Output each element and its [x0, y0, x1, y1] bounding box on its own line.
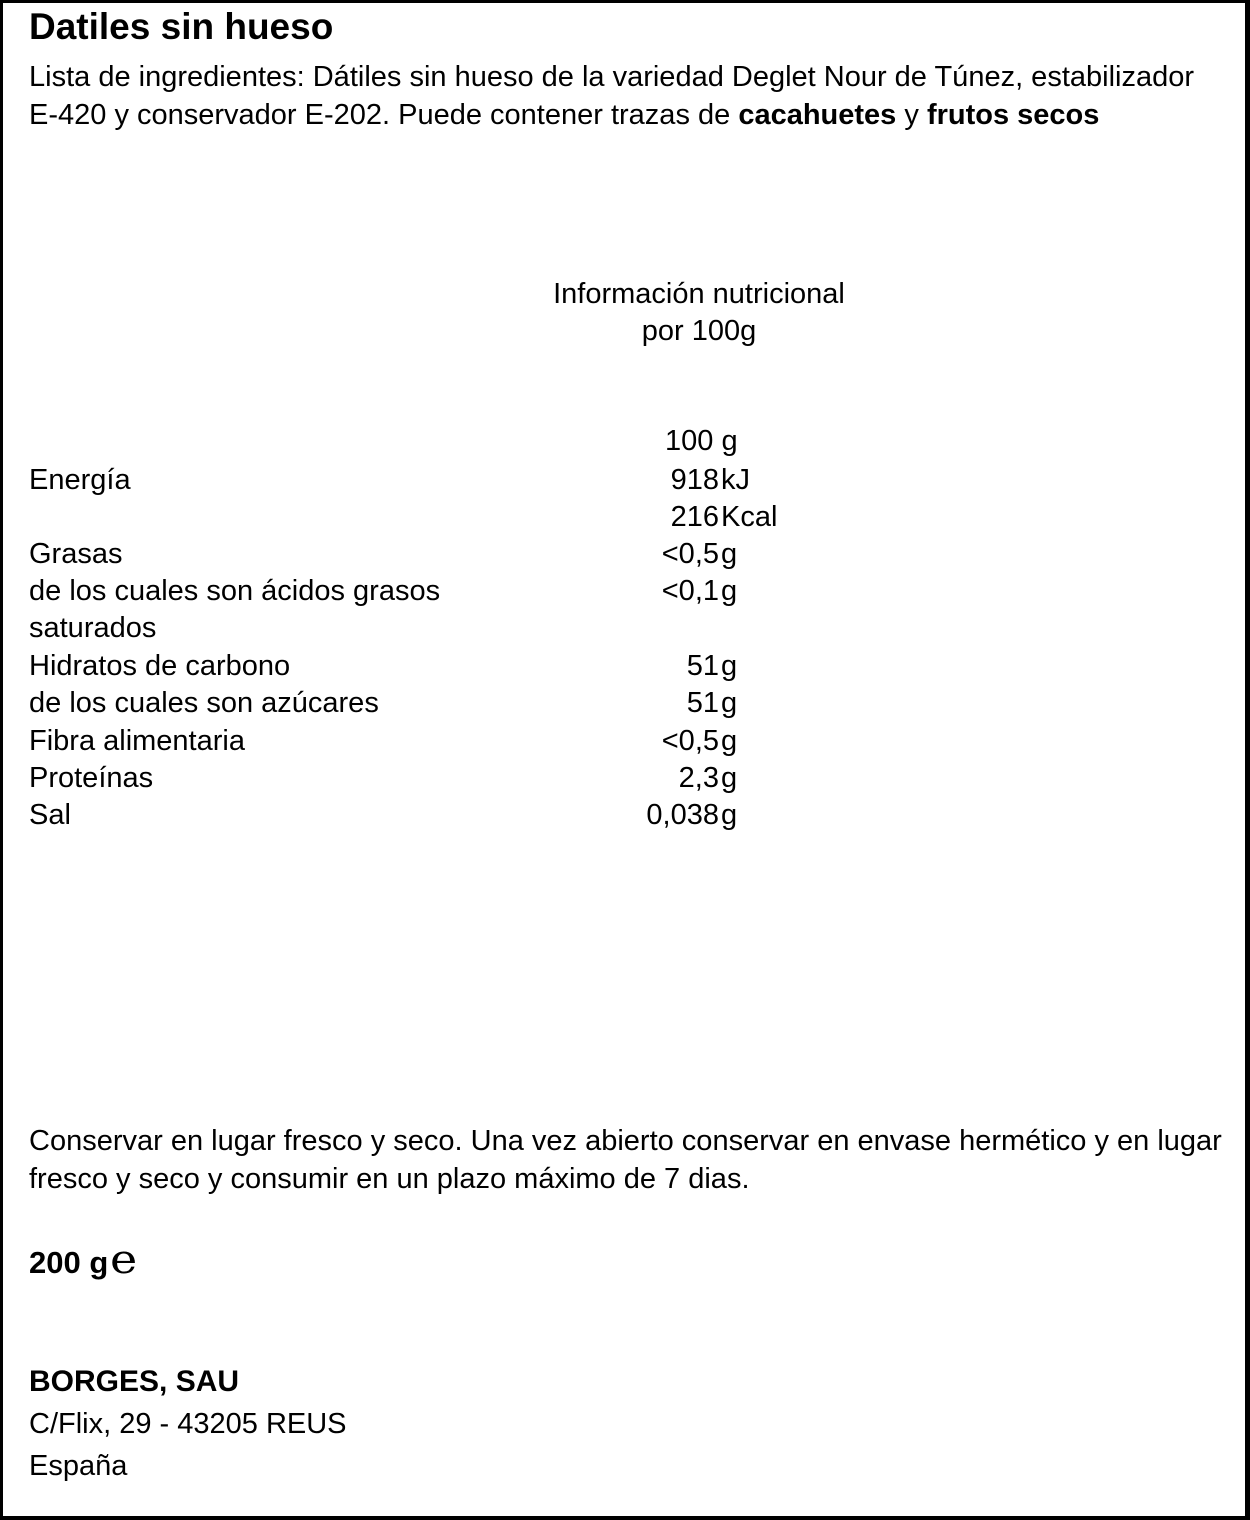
product-title: Datiles sin hueso — [29, 6, 334, 47]
nutrition-row-label: Hidratos de carbono — [29, 650, 291, 682]
nutrition-row-unit: g — [721, 575, 738, 607]
nutrition-row-value: 51 — [686, 650, 719, 682]
nutrition-row-value: 2,3 — [678, 762, 719, 794]
nutrition-row-value: 0,038 — [646, 799, 719, 831]
net-weight — [29, 1237, 138, 1283]
storage-instructions: Conservar en lugar fresco y seco. Una vez abierto conservar en envase hermético y en lugar fresco y seco y consumir en un plazo máximo de 7 dias. — [29, 1125, 1222, 1195]
allergen-nuts: frutos secos — [926, 99, 1100, 131]
nutrition-row-label: Proteínas — [29, 762, 154, 794]
nutrition-row-value: <0,5 — [661, 538, 719, 570]
nutrition-row-value: 918 — [670, 464, 719, 496]
nutrition-row-unit: g — [721, 725, 738, 757]
nutrition-row-unit: g — [721, 538, 738, 570]
nutrition-row-unit: kJ — [721, 464, 750, 496]
manufacturer-country: España — [29, 1450, 128, 1482]
nutrition-row-unit: Kcal — [721, 501, 778, 533]
nutrition-row-unit: g — [721, 762, 738, 794]
allergen-peanuts: cacahuetes — [738, 99, 897, 131]
ingredients-list — [29, 58, 1229, 134]
nutrition-row-value: <0,5 — [661, 725, 719, 757]
nutrition-row-value: 51 — [686, 687, 719, 719]
ingredients-connector: y — [896, 99, 927, 131]
nutrition-row-label: Energía — [29, 464, 131, 496]
nutrition-row-value: <0,1 — [661, 575, 719, 607]
nutrition-heading: Información nutricional — [553, 278, 845, 310]
nutrition-row-label: de los cuales son ácidos grasos — [29, 575, 441, 607]
nutrition-row-label: Fibra alimentaria — [29, 725, 245, 757]
nutrition-subheading: por 100g — [641, 315, 757, 347]
net-weight-value: 200 g — [29, 1245, 109, 1280]
nutrition-row-unit: g — [721, 799, 738, 831]
nutrition-row-label: Grasas — [29, 538, 123, 570]
manufacturer-address: C/Flix, 29 - 43205 REUS — [29, 1408, 347, 1440]
nutrition-row-label: Sal — [29, 799, 71, 831]
nutrition-row-label: saturados — [29, 612, 157, 644]
nutrition-row-unit: g — [721, 650, 738, 682]
nutrition-row-value: 216 — [670, 501, 719, 533]
manufacturer-name: BORGES, SAU — [29, 1365, 240, 1398]
estimated-e-mark-icon: e — [110, 1237, 138, 1283]
nutrition-row-unit: g — [721, 687, 738, 719]
nutrition-column-header: 100 g — [665, 425, 738, 457]
nutrition-row-label: de los cuales son azúcares — [29, 687, 379, 719]
ingredients-text: Lista de ingredientes: Dátiles sin hueso de la variedad Deglet Nour de Túnez, estabilizador E-420 y conservador E-202. Puede contener trazas de — [29, 61, 1194, 131]
